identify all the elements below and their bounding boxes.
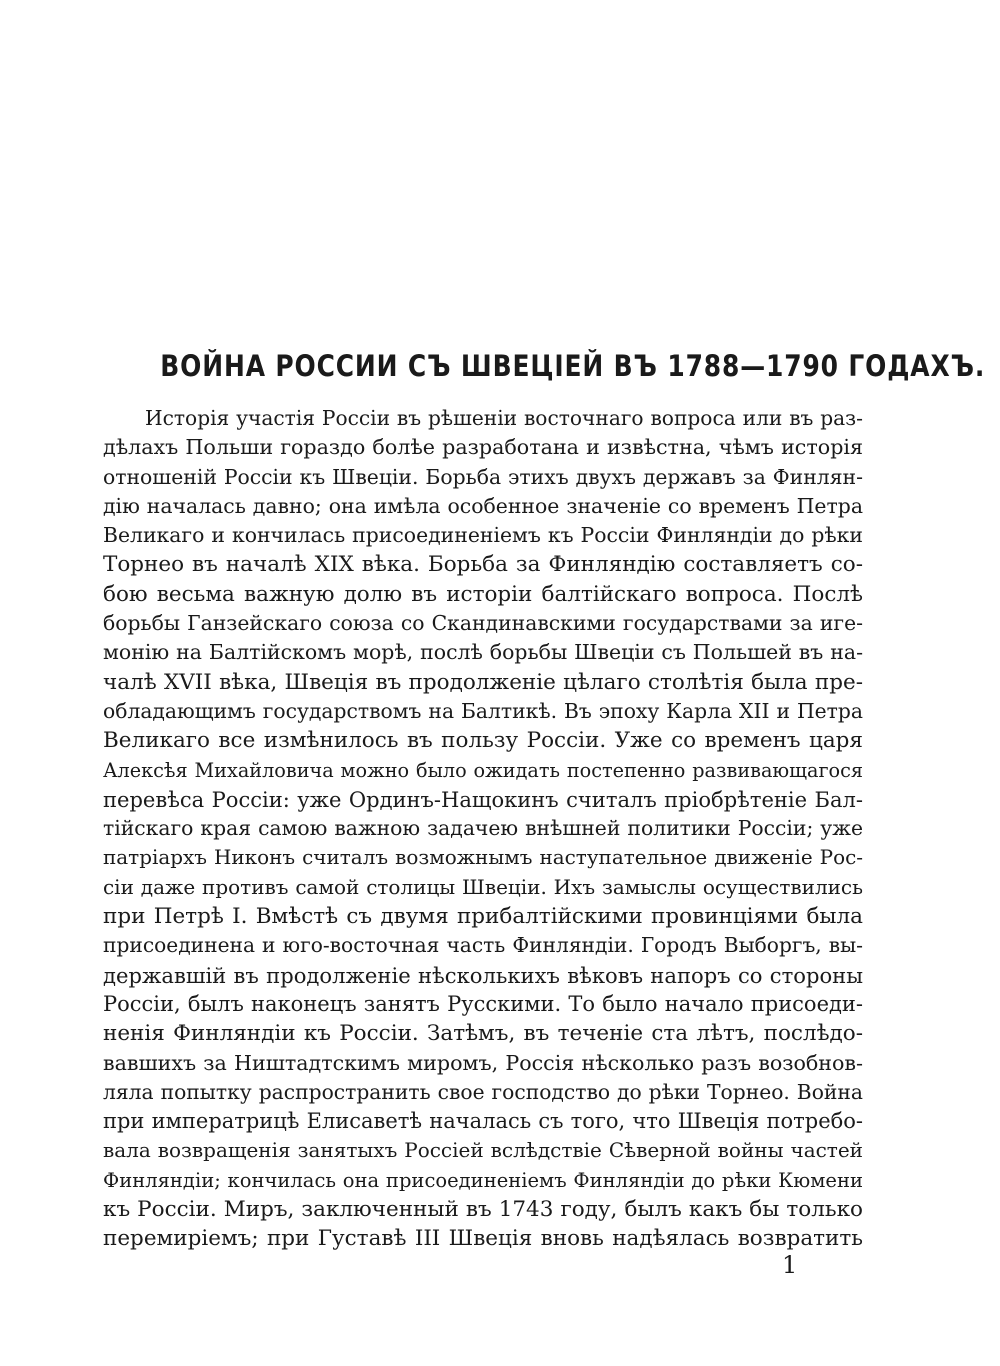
text-line: обладающимъ государствомъ на Балтикѣ. Въ эпоху Карла XII и Петра bbox=[103, 698, 863, 723]
text-line: отношеній Россіи къ Швеціи. Борьба этихъ двухъ державъ за Финлян- bbox=[103, 464, 863, 489]
text-line: перевѣса Россіи: уже Ординъ-Нащокинъ считалъ пріобрѣтеніе Бал- bbox=[103, 786, 863, 812]
body-text bbox=[103, 404, 863, 1254]
text-line: къ Россіи. Миръ, заключенный въ 1743 году, былъ какъ бы только bbox=[103, 1197, 863, 1223]
text-line: тійскаго края самою важною задачею внѣшней политики Россіи; уже bbox=[103, 816, 863, 841]
text-line: Финляндіи; кончилась она присоединеніемъ Финляндіи до рѣки Кюмени bbox=[103, 1168, 863, 1192]
text-line: дію началась давно; она имѣла особенное значеніе со временъ Петра bbox=[103, 493, 863, 518]
text-line: присоединена и юго-восточная часть Финляндіи. Городъ Выборгъ, вы- bbox=[103, 933, 863, 958]
text-line: вавшихъ за Ништадтскимъ миромъ, Россія нѣсколько разъ возобнов- bbox=[103, 1050, 863, 1075]
text-line: сіи даже противъ самой столицы Швеціи. Ихъ замыслы осуществились bbox=[103, 874, 863, 899]
text-line: вала возвращенія занятыхъ Россіей вслѣдствіе Сѣверной войны частей bbox=[103, 1138, 863, 1163]
text-line: дѣлахъ Польши гораздо болѣе разработана и извѣстна, чѣмъ исторія bbox=[103, 435, 863, 460]
text-line: Исторія участія Россіи въ рѣшеніи восточнаго вопроса или въ раз- bbox=[145, 406, 863, 430]
text-line: чалѣ XVII вѣка, Швеція въ продолженіе цѣлаго столѣтія была пре- bbox=[103, 669, 863, 695]
text-line: ненія Финляндіи къ Россіи. Затѣмъ, въ теченіе ста лѣтъ, послѣдо- bbox=[103, 1021, 863, 1047]
text-line: Великаго все измѣнилось въ пользу Россіи. Уже со временъ царя bbox=[103, 728, 863, 754]
text-line: Алексѣя Михайловича можно было ожидать постепенно развивающагося bbox=[103, 758, 863, 782]
text-line: Торнео въ началѣ XIX вѣка. Борьба за Финляндію составляетъ со- bbox=[103, 552, 863, 578]
text-line: бою весьма важную долю въ исторіи балтійскаго вопроса. Послѣ bbox=[103, 581, 863, 607]
text-line: борьбы Ганзейскаго союза со Скандинавскими государствами за иге- bbox=[103, 611, 863, 636]
text-line: при Петрѣ I. Вмѣстѣ съ двумя прибалтійскими провинціями была bbox=[103, 904, 863, 930]
text-line: державшій въ продолженіе нѣсколькихъ вѣковъ напоръ со стороны bbox=[103, 962, 863, 988]
text-line: перемиріемъ; при Густавѣ III Швеція вновь надѣялась возвратить bbox=[103, 1226, 863, 1252]
text-line: ляла попытку распространить свое господство до рѣки Торнео. Война bbox=[103, 1079, 863, 1104]
page-number: 1 bbox=[782, 1251, 798, 1279]
text-line: патріархъ Никонъ считалъ возможнымъ наступательное движеніе Рос- bbox=[103, 845, 863, 870]
chapter-title: ВОЙНА РОССИИ СЪ ШВЕЦІЕЙ ВЪ 1788—1790 ГОДАХЪ. bbox=[160, 349, 986, 383]
text-line: монію на Балтійскомъ морѣ, послѣ борьбы Швеціи съ Польшей въ на- bbox=[103, 640, 863, 665]
text-line: Россіи, былъ наконецъ занятъ Русскими. То было начало присоеди- bbox=[103, 991, 863, 1016]
text-line: Великаго и кончилась присоединеніемъ къ Россіи Финляндіи до рѣки bbox=[103, 523, 863, 548]
text-line: при императрицѣ Елисаветѣ началась съ того, что Швеція потребо- bbox=[103, 1109, 863, 1134]
